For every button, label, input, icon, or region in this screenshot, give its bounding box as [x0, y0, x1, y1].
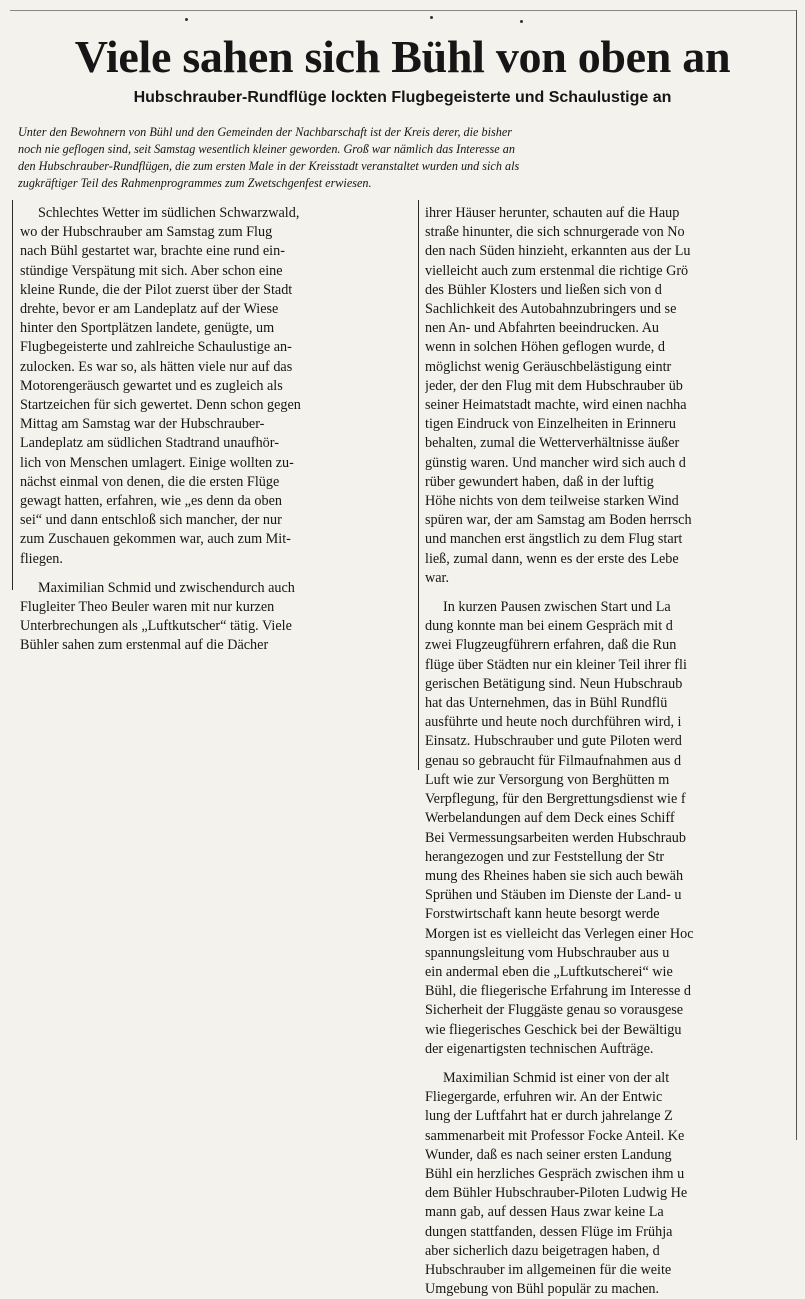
text-line: Bühl, die fliegerische Erfahrung im Interesse d	[425, 983, 691, 1000]
text-line: Einsatz. Hubschrauber und gute Piloten werd	[425, 733, 682, 750]
text-line: spannungsleitung vom Hubschrauber aus u	[425, 944, 670, 961]
text-line: zulocken. Es war so, als hätten viele nur auf das	[20, 358, 293, 375]
paragraph-gap	[425, 1059, 795, 1069]
text-line: Verpflegung, für den Bergrettungsdienst wie f	[425, 791, 686, 808]
text-line: straße hinunter, die sich schnurgerade von No	[425, 224, 685, 241]
text-line: mann gab, auf dessen Haus zwar keine La	[425, 1204, 664, 1221]
text-line: stündige Verspätung mit sich. Aber schon eine	[20, 262, 283, 279]
text-line: Flugleiter Theo Beuler waren mit nur kurzen	[20, 599, 275, 616]
text-line: gerischen Betätigung sind. Neun Hubschraub	[425, 675, 683, 692]
text-line: Bei Vermessungsarbeiten werden Hubschraub	[425, 829, 686, 846]
right-edge-rule	[796, 10, 797, 1140]
left-column-rule	[12, 200, 13, 590]
text-line: wenn in solchen Höhen geflogen wurde, d	[425, 339, 665, 356]
text-line: Luft wie zur Versorgung von Berghütten m	[425, 771, 670, 788]
text-line: Sachlichkeit des Autobahnzubringers und se	[425, 301, 677, 318]
text-line: Bühl ein herzliches Gespräch zwischen ihm u	[425, 1165, 685, 1182]
text-line: aber sicherlich dazu beigetragen haben, d	[425, 1242, 660, 1259]
subheadline: Hubschrauber-Rundflüge lockten Flugbegeisterte und Schaulustige an	[133, 89, 672, 106]
text-line: fliegen.	[20, 550, 63, 567]
text-line: lung der Luftfahrt hat er durch jahrelange Z	[425, 1108, 673, 1125]
text-line: Werbelandungen auf dem Deck eines Schiff	[425, 810, 675, 827]
lead-line: den Hubschrauber-Rundflügen, die zum ersten Male in der Kreisstadt veranstaltet wurden und sich als	[18, 159, 520, 173]
article-column-right	[425, 204, 795, 1299]
text-line: ließ, zumal dann, wenn es der erste des Lebe	[425, 550, 679, 567]
lead-line: noch nie geflogen sind, seit Samstag wesentlich kleiner geworden. Groß war nämlich das Interesse an	[18, 142, 515, 156]
lead-line: Unter den Bewohnern von Bühl und den Gemeinden der Nachbarschaft ist der Kreis derer, die bisher	[18, 125, 512, 139]
text-line: Morgen ist es vielleicht das Verlegen einer Hoc	[425, 925, 694, 942]
text-line: dungen stattfanden, dessen Flüge im Frühja	[425, 1223, 673, 1240]
text-line: war.	[425, 569, 450, 586]
text-line: Sprühen und Stäuben im Dienste der Land- u	[425, 887, 682, 904]
text-line: behalten, zumal die Wetterverhältnisse äußer	[425, 435, 680, 452]
text-line: nach Bühl gestartet war, brachte eine rund ein-	[20, 243, 285, 260]
column-divider	[418, 200, 419, 770]
text-line: ausführte und heute noch durchführen wird, i	[425, 714, 682, 731]
print-speck	[430, 16, 433, 19]
text-line: wo der Hubschrauber am Samstag zum Flug	[20, 224, 273, 241]
text-line: kleine Runde, die der Pilot zuerst über der Stadt	[20, 281, 293, 298]
text-line: zwei Flugzeugführern erfahren, daß die Run	[425, 637, 677, 654]
text-line: In kurzen Pausen zwischen Start und La	[443, 599, 671, 616]
text-line: genau so gebraucht für Filmaufnahmen aus d	[425, 752, 682, 769]
text-line: flüge über Städten nur ein kleiner Teil ihrer fli	[425, 656, 687, 673]
paragraph-gap	[425, 588, 795, 598]
text-line: wie fliegerisches Geschick bei der Bewältigu	[425, 1021, 682, 1038]
text-line: Mittag am Samstag war der Hubschrauber-	[20, 416, 265, 433]
paragraph-gap	[20, 569, 410, 579]
text-line: Landeplatz am südlichen Stadtrand unaufhör-	[20, 435, 279, 452]
text-line: Umgebung von Bühl populär zu machen.	[425, 1281, 660, 1298]
text-line: ein andermal eben die „Luftkutscherei“ wie	[425, 963, 673, 980]
text-line: des Bühler Klosters und ließen sich von d	[425, 281, 662, 298]
text-line: Bühler sahen zum erstenmal auf die Dächer	[20, 637, 269, 654]
text-line: sammenarbeit mit Professor Focke Anteil. Ke	[425, 1127, 685, 1144]
text-line: ihrer Häuser herunter, schauten auf die Haup	[425, 205, 680, 221]
print-speck	[520, 20, 523, 23]
text-line: hat das Unternehmen, das in Bühl Rundflü	[425, 695, 668, 712]
text-line: Wunder, daß es nach seiner ersten Landung	[425, 1146, 672, 1163]
top-rule	[10, 10, 796, 11]
text-line: Flugbegeisterte und zahlreiche Schaulustige an-	[20, 339, 292, 356]
text-line: Höhe nichts von dem teilweise starken Wind	[425, 493, 679, 510]
text-line: jeder, der den Flug mit dem Hubschrauber üb	[425, 377, 683, 394]
text-line: vielleicht auch zum erstenmal die richtige Grö	[425, 262, 689, 279]
text-line: mung des Rheines haben sie sich auch bewäh	[425, 867, 684, 884]
headline: Viele sahen sich Bühl von oben an	[74, 31, 731, 82]
text-line: Hubschrauber im allgemeinen für die weite	[425, 1261, 672, 1278]
text-line: herangezogen und zur Feststellung der Str	[425, 848, 665, 865]
text-line: Schlechtes Wetter im südlichen Schwarzwald,	[38, 205, 300, 221]
text-line: Maximilian Schmid ist einer von der alt	[443, 1069, 670, 1086]
text-line: dem Bühler Hubschrauber-Piloten Ludwig He	[425, 1185, 688, 1202]
text-line: Fliegergarde, erfuhren wir. An der Entwic	[425, 1089, 663, 1106]
text-line: und manchen erst ängstlich zu dem Flug start	[425, 531, 683, 548]
text-line: hinter den Sportplätzen landete, genügte, um	[20, 320, 275, 337]
text-line: Maximilian Schmid und zwischendurch auch	[38, 579, 295, 596]
text-line: den nach Süden hinzieht, erkannten aus der Lu	[425, 243, 691, 260]
text-line: Motorengeräusch gewartet und es zugleich als	[20, 377, 283, 394]
text-line: nächst einmal von denen, die die ersten Flüge	[20, 473, 280, 490]
text-line: nen An- und Abfahrten beeindrucken. Au	[425, 320, 660, 337]
text-line: dung konnte man bei einem Gespräch mit d	[425, 618, 673, 635]
article-column-left	[20, 204, 410, 656]
text-line: drehte, bevor er am Landeplatz auf der Wiese	[20, 301, 279, 318]
lead-line: zugkräftiger Teil des Rahmenprogrammes zum Zwetschgenfest erwiesen.	[18, 176, 372, 190]
text-line: zum Zuschauen gekommen war, auch zum Mit-	[20, 531, 291, 548]
text-line: gewagt hatten, erfahren, wie „es denn da oben	[20, 493, 282, 510]
text-line: Unterbrechungen als „Luftkutscher“ tätig. Viele	[20, 618, 292, 635]
text-line: rüber gewundert haben, daß in der luftig	[425, 473, 654, 490]
text-line: möglichst wenig Geräuschbelästigung eintr	[425, 358, 672, 375]
print-speck	[185, 18, 188, 21]
text-line: spüren war, der am Samstag am Boden herrsch	[425, 512, 692, 529]
text-line: lich von Menschen umlagert. Einige wollten zu-	[20, 454, 294, 471]
text-line: günstig waren. Und mancher wird sich auch d	[425, 454, 686, 471]
text-line: sei“ und dann entschloß sich mancher, der nur	[20, 512, 282, 529]
text-line: Startzeichen für sich gewertet. Denn schon gegen	[20, 397, 301, 414]
text-line: seiner Heimatstadt machte, wird einen nachha	[425, 397, 687, 414]
text-line: Forstwirtschaft kann heute besorgt werde	[425, 906, 660, 923]
text-line: tigen Eindruck von Einzelheiten in Erinneru	[425, 416, 676, 433]
text-line: Sicherheit der Fluggäste genau so vorausgese	[425, 1002, 684, 1019]
lead-paragraph	[18, 124, 786, 192]
text-line: der eigenartigsten technischen Aufträge.	[425, 1040, 654, 1057]
